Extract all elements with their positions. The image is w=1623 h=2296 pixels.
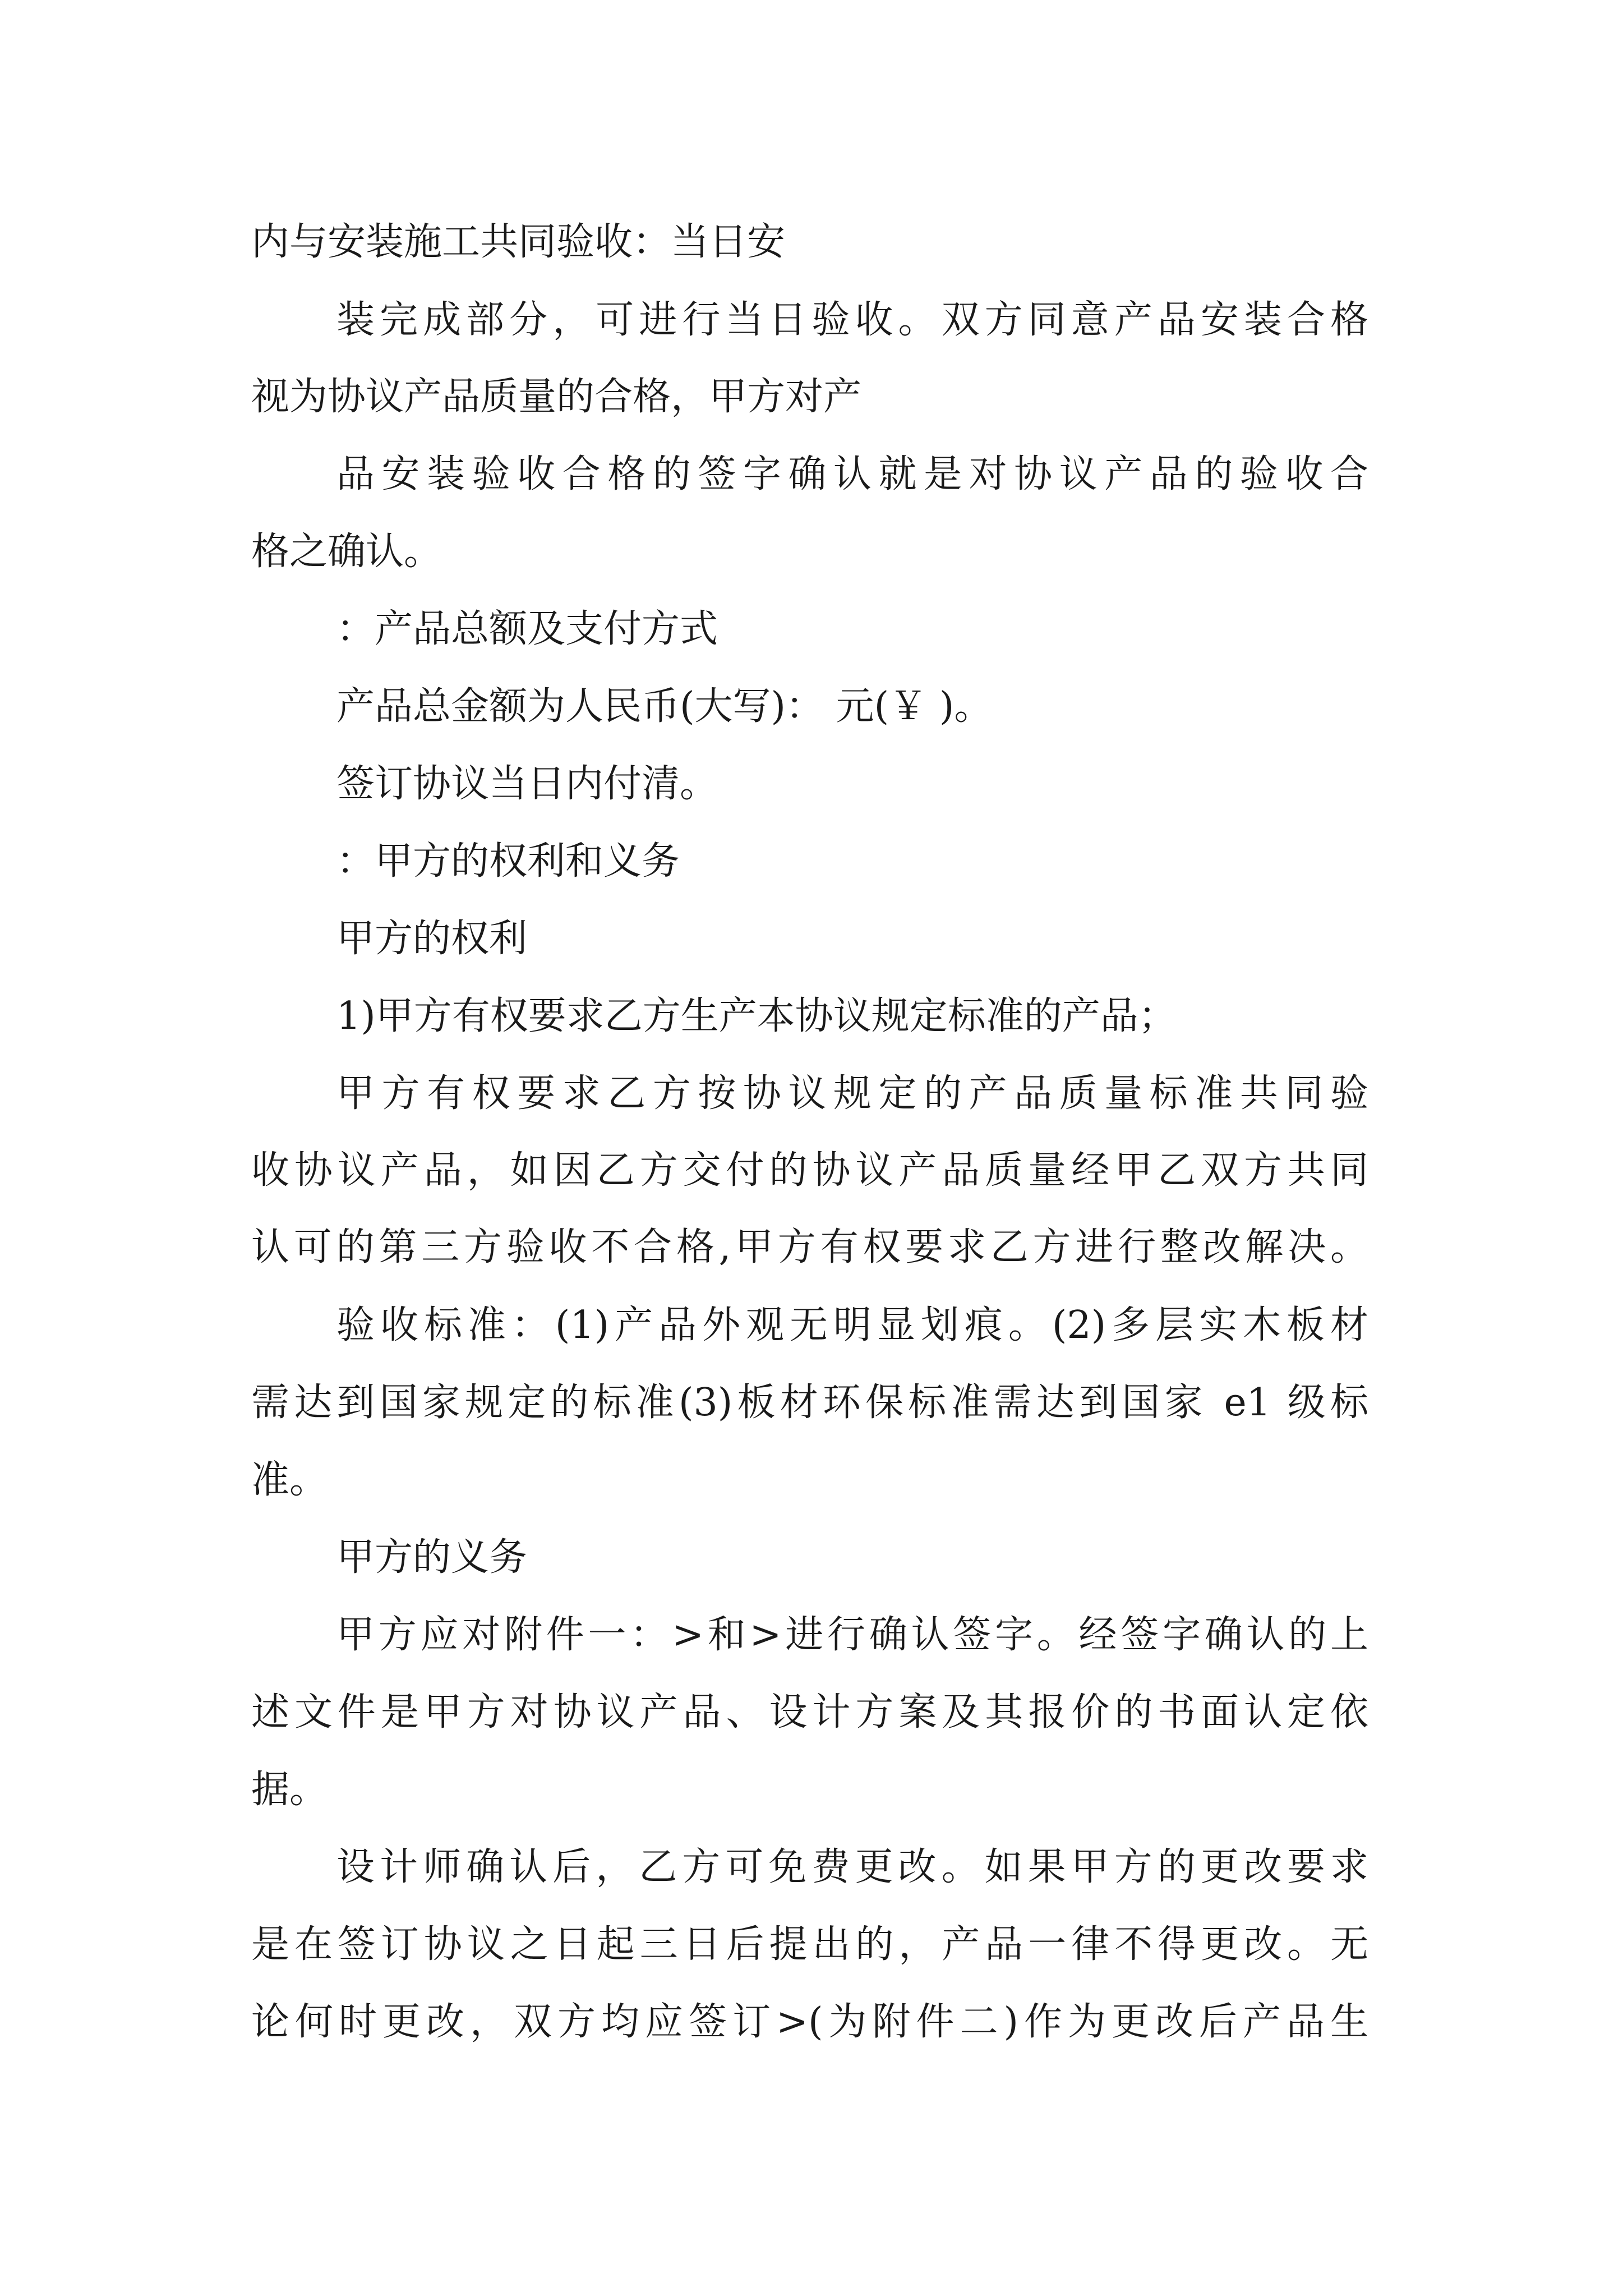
text-line: 装完成部分，可进行当日验收。双方同意产品安装合格: [336, 298, 1368, 342]
text-line: 需达到国家规定的标准(3)板材环保标准需达到国家 e1 级标: [251, 1381, 1368, 1425]
text-line: 视为协议产品质量的合格，甲方对产: [251, 375, 862, 419]
text-line: 是在签订协议之日起三日后提出的，产品一律不得更改。无: [251, 1922, 1368, 1967]
text-line: 据。: [251, 1768, 328, 1812]
text-line: 论何时更改，双方均应签订>(为附件二)作为更改后产品生: [251, 2000, 1368, 2044]
subsection-heading: 甲方的权利: [336, 917, 528, 961]
section-heading: ：产品总额及支付方式: [336, 607, 718, 651]
text-line: 内与安装施工共同验收：当日安: [251, 220, 786, 264]
text-line: 准。: [251, 1458, 328, 1502]
section-heading: ：甲方的权利和义务: [336, 839, 680, 884]
text-line: 1)甲方有权要求乙方生产本协议规定标准的产品；: [336, 994, 1177, 1038]
text-line: 验收标准：(1)产品外观无明显划痕。(2)多层实木板材: [336, 1303, 1368, 1347]
text-line: 甲方有权要求乙方按协议规定的产品质量标准共同验: [336, 1071, 1368, 1116]
text-line: 认可的第三方验收不合格,甲方有权要求乙方进行整改解决。: [251, 1225, 1368, 1269]
subsection-heading: 甲方的义务: [336, 1535, 528, 1580]
text-line: 品安装验收合格的签字确认就是对协议产品的验收合: [336, 452, 1368, 496]
text-line: 签订协议当日内付清。: [336, 762, 718, 806]
text-line: 述文件是甲方对协议产品、设计方案及其报价的书面认定依: [251, 1690, 1368, 1734]
text-line: 产品总金额为人民币(大写)： 元(￥ )。: [336, 684, 993, 729]
text-line: 设计师确认后，乙方可免费更改。如果甲方的更改要求: [336, 1845, 1368, 1889]
text-line: 格之确认。: [251, 530, 442, 574]
text-line: 收协议产品，如因乙方交付的协议产品质量经甲乙双方共同: [251, 1148, 1368, 1193]
text-line: 甲方应对附件一：>和>进行确认签字。经签字确认的上: [336, 1613, 1368, 1657]
